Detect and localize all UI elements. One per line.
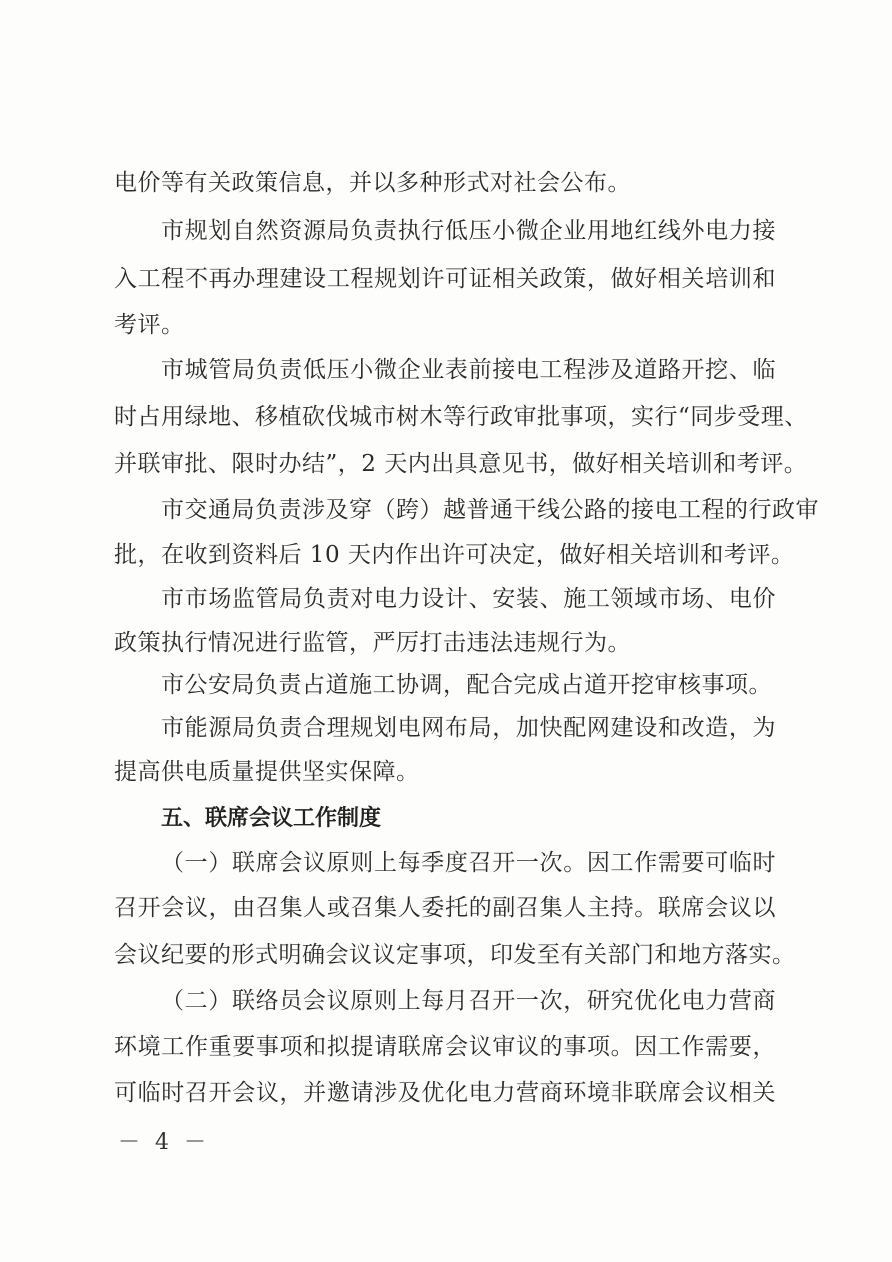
text-line: 电价等有关政策信息，并以多种形式对社会公布。 xyxy=(114,170,631,196)
text-line: 考评。 xyxy=(114,312,185,338)
text-line: 市市场监管局负责对电力设计、安装、施工领域市场、电价 xyxy=(161,586,776,612)
page-number: － 4 － xyxy=(118,1130,210,1155)
text-line: 会议纪要的形式明确会议议定事项，印发至有关部门和地方落实。 xyxy=(114,942,796,968)
text-line: 市公安局负责占道施工协调，配合完成占道开挖审核事项。 xyxy=(161,672,772,698)
section-heading: 五、联席会议工作制度 xyxy=(161,806,382,831)
text-line: 提高供电质量提供坚实保障。 xyxy=(114,759,420,785)
text-line: 召开会议，由召集人或召集人委托的副召集人主持。联席会议以 xyxy=(114,895,776,921)
text-line: 并联审批、限时办结”，2 天内出具意见书，做好相关培训和考评。 xyxy=(114,451,808,477)
text-line: 时占用绿地、移植砍伐城市树木等行政审批事项，实行“同步受理、 xyxy=(114,404,808,430)
text-line: 市城管局负责低压小微企业表前接电工程涉及道路开挖、临 xyxy=(161,357,776,383)
text-line: 市能源局负责合理规划电网布局，加快配网建设和改造，为 xyxy=(161,715,776,741)
text-line: 政策执行情况进行监管，严厉打击违法违规行为。 xyxy=(114,630,631,656)
text-line: （二）联络员会议原则上每月召开一次，研究优化电力营商 xyxy=(161,988,776,1014)
text-line: 可临时召开会议，并邀请涉及优化电力营商环境非联席会议相关 xyxy=(114,1080,776,1106)
text-line: 市规划自然资源局负责执行低压小微企业用地红线外电力接 xyxy=(161,218,776,244)
text-line: 市交通局负责涉及穿（跨）越普通干线公路的接电工程的行政审 xyxy=(161,497,819,523)
text-line: （一）联席会议原则上每季度召开一次。因工作需要可临时 xyxy=(161,850,776,876)
text-line: 批，在收到资料后 10 天内作出许可决定，做好相关培训和考评。 xyxy=(114,542,795,568)
text-line: 入工程不再办理建设工程规划许可证相关政策，做好相关培训和 xyxy=(114,266,776,292)
text-line: 环境工作重要事项和拟提请联席会议审议的事项。因工作需要， xyxy=(114,1034,776,1060)
